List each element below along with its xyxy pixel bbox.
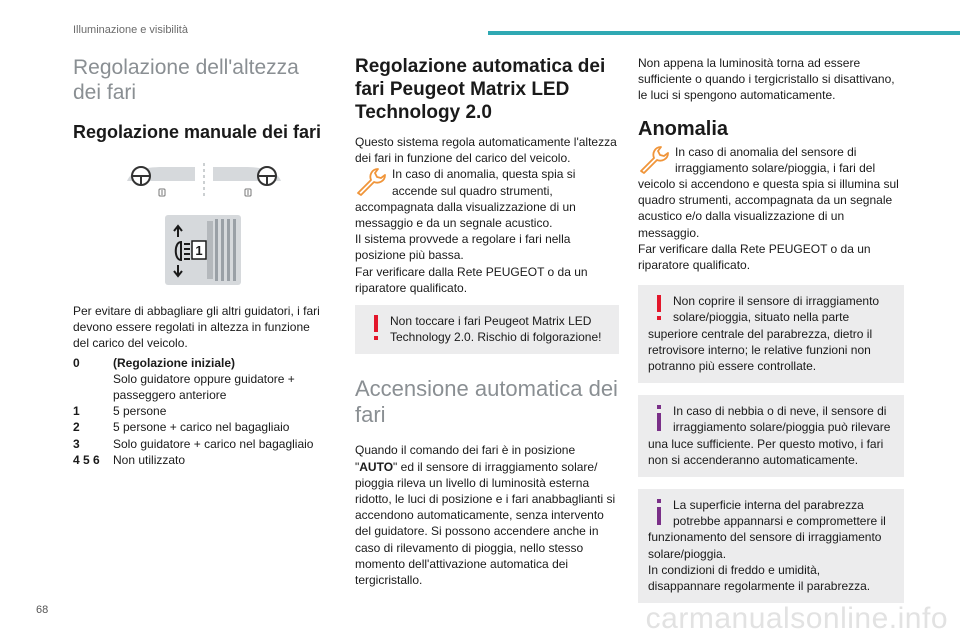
anomaly-wrench-icon — [638, 144, 672, 174]
intro-text: Questo sistema regola automaticamente l'altezza dei fari in funzione del carico del veicolo. — [355, 135, 617, 166]
control-position-digit: 1 — [195, 243, 203, 258]
list-item: 0 (Regolazione iniziale) Solo guidatore oppure guidatore + passeggero anteriore — [73, 355, 295, 403]
intro-text: Non appena la luminosità torna ad essere sufficiente o quando i tergicristallo si disattivano, le luci si spengono automaticamente. — [638, 56, 895, 103]
page-number: 68 — [36, 604, 49, 616]
steering-wheel-icon — [132, 167, 150, 185]
anomaly-wrench-icon — [355, 166, 389, 196]
body-paragraph: Far verificare dalla Rete PEUGEOT o da un riparatore qualificato. — [355, 264, 588, 295]
info-icon — [648, 403, 670, 433]
anomaly-note: In caso di anomalia del sensore di irraggiamento solare/pioggia, i fari del veicolo si accendono e questa spia si illumina sul quadro strumenti, accompagnata da un segnale acustico e/o dalla visualizzazione di un messaggio. — [638, 144, 899, 240]
section-title-matrix-led: Regolazione automatica dei fari Peugeot Matrix LED Technology 2.0 — [355, 56, 606, 123]
body-paragraph: Quando il comando dei fari è in posizione "AUTO" ed il sensore di irraggiamento solare/ pioggia rileva un livello di luminosità esterna ridotto, le luci di posizione e i fari anabbaglianti si accendono automaticamente, senza intervento del guidatore. Si possono accendere anche in caso di rilevamento di pioggia, nello stesso momento dell'attivazione automatica dei tergicristallo. — [355, 443, 616, 588]
body-paragraph: Far verificare dalla Rete PEUGEOT o da un riparatore qualificato. — [638, 241, 871, 273]
anomaly-note: In caso di anomalia, questa spia si accende sul quadro strumenti, accompagnata dalla visualizzazione di un messaggio e da un segnale acustico. — [355, 167, 576, 231]
info-box: In caso di nebbia o di neve, il sensore di irraggiamento solare/pioggia può rilevare una luce sufficiente. Per questo motivo, i fari non si accenderanno automaticamente. — [638, 395, 904, 477]
list-item: 1 5 persone — [73, 404, 167, 419]
warning-box: Non coprire il sensore di irraggiamento solare/pioggia, situato nella parte superiore centrale del parabrezza, dietro il retrovisore interno; le relative funzioni non potranno più essere controllate. — [638, 285, 904, 383]
header-section-title: Illuminazione e visibilità — [73, 24, 188, 36]
headlamp-beam-diagram — [73, 159, 325, 203]
column-3 — [638, 55, 904, 603]
steering-wheel-icon — [258, 167, 276, 185]
warning-exclamation-icon — [648, 293, 670, 323]
body-paragraph: Il sistema provvede a regolare i fari nella posizione più bassa. — [355, 232, 571, 263]
section-title-anomaly: Anomalia — [638, 117, 729, 140]
watermark: carmanualsonline.info — [645, 602, 948, 635]
headlamp-levelling-control — [73, 215, 325, 285]
list-item: 2 5 persone + carico nel bagagliaio — [73, 420, 290, 435]
section-title-auto-lights: Accensione automatica dei fari — [355, 376, 618, 428]
subtitle-manual-adjust: Regolazione manuale dei fari — [73, 122, 322, 142]
info-box: La superficie interna del parabrezza potrebbe appannarsi e compromettere il funzionamento del sensore di irraggiamento solare/pioggia. In condizioni di freddo e umidità, disappannare regolarmente il parabrezza. — [638, 489, 904, 603]
list-item: 3 Solo guidatore + carico nel bagagliaio — [73, 436, 314, 451]
warning-box: Non toccare i fari Peugeot Matrix LED Technology 2.0. Rischio di folgorazione! — [355, 305, 619, 354]
info-icon — [648, 497, 670, 527]
warning-exclamation-icon — [365, 313, 387, 343]
column-2 — [355, 55, 619, 588]
list-item: 4 5 6 Non utilizzato — [73, 452, 186, 467]
intro-text: Per evitare di abbagliare gli altri guidatori, i fari devono essere regolati in altezza in funzione del carico del veicolo. — [73, 304, 320, 351]
header-accent-bar — [488, 31, 960, 35]
settings-list — [73, 355, 325, 468]
section-title-height-adjust: Regolazione dell'altezza dei fari — [73, 56, 299, 104]
column-1 — [73, 55, 325, 468]
